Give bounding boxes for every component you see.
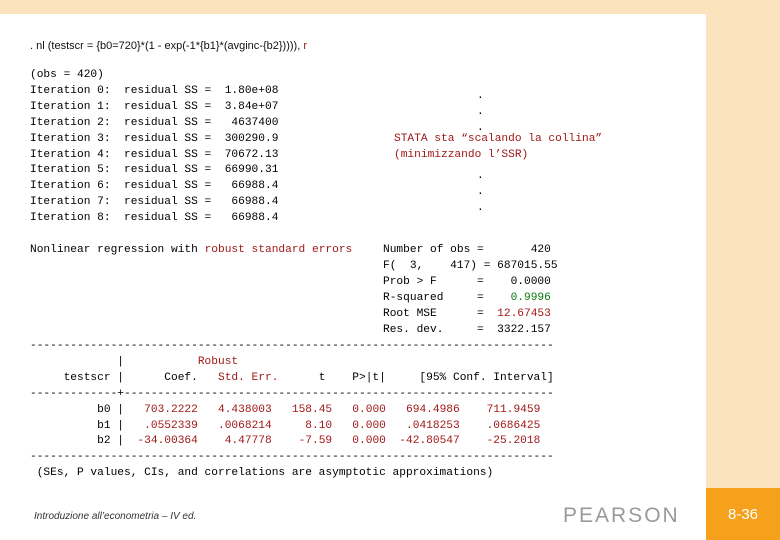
cell-lo: .0418253 bbox=[385, 419, 460, 432]
ellipsis-dot: . bbox=[477, 202, 484, 214]
right-band bbox=[706, 0, 780, 488]
cell-se: 4.47778 bbox=[197, 435, 272, 448]
iteration-line: Iteration 0: residual SS = 1.80e+08 bbox=[30, 84, 279, 97]
iteration-line: Iteration 2: residual SS = 4637400 bbox=[30, 116, 279, 129]
obs-line: (obs = 420) bbox=[30, 69, 104, 81]
cell-se: 4.438003 bbox=[197, 403, 272, 416]
iteration-line: Iteration 7: residual SS = 66988.4 bbox=[30, 196, 279, 209]
pearson-logo: PEARSON bbox=[563, 504, 680, 527]
iteration-line: Iteration 8: residual SS = 66988.4 bbox=[30, 212, 279, 225]
stat-value: 0.0000 bbox=[483, 275, 551, 288]
table-row bbox=[30, 434, 554, 450]
cell-lo: 694.4986 bbox=[385, 403, 460, 416]
page-number-badge bbox=[706, 488, 780, 540]
cell-p: 0.000 bbox=[332, 435, 386, 448]
ellipsis-dot: . bbox=[477, 90, 484, 102]
command-text: . nl (testscr = {b0=720}*(1 - exp(-1*{b1}*(avginc-{b2})))), r bbox=[30, 40, 307, 52]
ellipsis-dot: . bbox=[477, 106, 484, 118]
iteration-log bbox=[30, 68, 278, 227]
regression-title bbox=[30, 243, 352, 259]
stat-value: 0.9996 bbox=[483, 291, 551, 304]
stat-value: 687015.55 bbox=[490, 259, 558, 272]
regression-title-prefix: Nonlinear regression with bbox=[30, 244, 205, 256]
cell-name: b1 | bbox=[30, 419, 138, 432]
cell-t: -7.59 bbox=[271, 435, 333, 448]
table-row bbox=[30, 419, 554, 435]
stat-value: 3322.157 bbox=[483, 323, 551, 336]
stat-row bbox=[383, 307, 558, 323]
coefficient-rows bbox=[30, 403, 554, 451]
cell-t: 158.45 bbox=[271, 403, 333, 416]
iteration-line: Iteration 6: residual SS = 66988.4 bbox=[30, 180, 279, 193]
std-err-header: Std. Err. bbox=[217, 371, 279, 384]
cell-t: 8.10 bbox=[271, 419, 333, 432]
table-row bbox=[30, 403, 554, 419]
stat-label: R-squared = bbox=[383, 291, 484, 304]
cell-coef: 703.2222 bbox=[137, 403, 198, 416]
robust-header: Robust bbox=[197, 355, 239, 368]
stat-label: Prob > F = bbox=[383, 275, 484, 288]
cell-hi: -25.2018 bbox=[459, 435, 541, 448]
cell-hi: .0686425 bbox=[459, 419, 541, 432]
cell-p: 0.000 bbox=[332, 403, 386, 416]
annotation-hill-climbing: STATA sta “scalando la collina” bbox=[394, 133, 603, 145]
stat-label: Number of obs = bbox=[383, 244, 484, 256]
top-band bbox=[0, 0, 780, 14]
cell-name: b0 | bbox=[30, 403, 138, 416]
coefficient-table bbox=[30, 339, 554, 482]
stat-row bbox=[383, 291, 558, 307]
cell-se: .0068214 bbox=[197, 419, 272, 432]
cell-coef: -34.00364 bbox=[137, 435, 198, 448]
iteration-line: Iteration 5: residual SS = 66990.31 bbox=[30, 164, 279, 177]
iteration-lines bbox=[30, 84, 278, 227]
command-line bbox=[30, 40, 307, 52]
stat-label: F( 3, 417) = bbox=[383, 259, 491, 272]
cell-coef: .0552339 bbox=[137, 419, 198, 432]
cell-name: b2 | bbox=[30, 435, 138, 448]
ellipsis-dot: . bbox=[477, 170, 484, 182]
table-separator: ------------------------------------------------------------------------------ bbox=[30, 451, 554, 464]
page-number: 8-36 bbox=[727, 505, 759, 523]
iteration-line: Iteration 4: residual SS = 70672.13 bbox=[30, 148, 279, 161]
stat-label: Root MSE = bbox=[383, 307, 484, 320]
stat-label: Res. dev. = bbox=[383, 323, 484, 336]
table-header-2: testscr | Coef. Std. Err. t P>|t| [95% Conf. Interval] bbox=[30, 371, 554, 384]
annotation-ssr: (minimizzando l’SSR) bbox=[394, 149, 529, 161]
asymptotic-footnote: (SEs, P values, CIs, and correlations are asymptotic approximations) bbox=[30, 467, 494, 480]
table-mid-separator: -------------+---------------------------------------------------------------- bbox=[30, 387, 554, 400]
cell-hi: 711.9459 bbox=[459, 403, 541, 416]
iteration-line: Iteration 1: residual SS = 3.84e+07 bbox=[30, 100, 279, 113]
stat-row bbox=[383, 243, 558, 259]
model-statistics bbox=[383, 243, 558, 338]
footer-text: Introduzione all’econometria – IV ed. bbox=[34, 511, 197, 522]
stat-row bbox=[383, 259, 558, 275]
stat-row bbox=[383, 275, 558, 291]
cell-p: 0.000 bbox=[332, 419, 386, 432]
ellipsis-dot: . bbox=[477, 122, 484, 134]
robust-se-label: robust standard errors bbox=[204, 244, 353, 256]
cell-lo: -42.80547 bbox=[385, 435, 460, 448]
iteration-line: Iteration 3: residual SS = 300290.9 bbox=[30, 132, 279, 145]
stat-value: 12.67453 bbox=[483, 307, 551, 320]
robust-option: r bbox=[303, 40, 307, 52]
table-header-1: | Robust bbox=[30, 355, 239, 368]
ellipsis-dot: . bbox=[477, 186, 484, 198]
stat-row bbox=[383, 323, 558, 339]
stat-value: 420 bbox=[483, 244, 551, 256]
table-separator: ------------------------------------------------------------------------------ bbox=[30, 340, 554, 352]
